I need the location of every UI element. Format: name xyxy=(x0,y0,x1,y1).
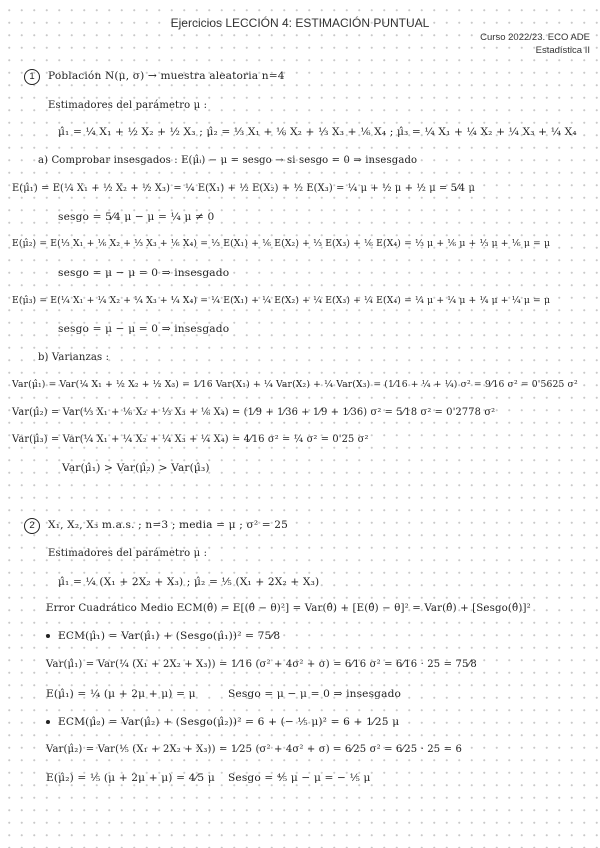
exercise-2-number: 2 xyxy=(24,518,40,534)
ex2-variance-1: Var(μ̂₁) = Var(¼ (X₁ + 2X₂ + X₃)) = 1⁄16 (σ² + 4σ² + σ) = 6⁄16 σ² = 6⁄16 · 25 = 75⁄8 xyxy=(46,659,477,670)
ex2-ecm-definition: Error Cuadrático Medio ECM(θ̂) = E[(θ̂ − θ)²] = Var(θ̂) + [E(θ̂) − θ]² = Var(θ̂) + [Sesgo(θ̂)]² xyxy=(46,603,531,614)
ex2-estimators: μ̂₁ = ¼ (X₁ + 2X₂ + X₃) ; μ̂₂ = ⅕ (X₁ + 2X₂ + X₃) xyxy=(58,576,320,588)
ex2-estimators-label: Estimadores del parámetro μ : xyxy=(48,548,208,559)
ex1-part-b: b) Varianzas : xyxy=(38,352,110,363)
ex2-ecm-2: ECM(μ̂₂) = Var(μ̂₂) + (Sesgo(μ̂₂))² = 6 + (− ⅕ μ)² = 6 + 1⁄25 μ xyxy=(58,716,400,728)
ex1-expectation-1: E(μ̂₁) = E(¼ X₁ + ½ X₂ + ½ X₃) = ¼ E(X₁) + ½ E(X₂) + ½ E(X₃) = ¼ μ + ½ μ + ½ μ = 5⁄4 μ xyxy=(12,183,475,194)
ex1-intro: Población N(μ, σ) → muestra aleatoria n=4 xyxy=(48,70,285,82)
bullet-2 xyxy=(46,720,50,724)
ex2-variance-2: Var(μ̂₂) = Var(⅕ (X₁ + 2X₂ + X₃)) = 1⁄25 (σ² + 4σ² + σ) = 6⁄25 σ² = 6⁄25 · 25 = 6 xyxy=(46,744,462,755)
ex2-ecm-1: ECM(μ̂₁) = Var(μ̂₁) + (Sesgo(μ̂₁))² = 75⁄8 xyxy=(58,630,281,642)
ex1-variance-order: Var(μ̂₁) > Var(μ̂₂) > Var(μ̂₃) xyxy=(62,462,210,474)
subject-label: Estadística II xyxy=(535,45,590,56)
ex2-bias-1: Sesgo = μ − μ = 0 ⇒ insesgado xyxy=(228,688,402,700)
ex1-variance-2: Var(μ̂₂) = Var(⅓ X₁ + ⅙ X₂ + ⅓ X₃ + ⅙ X₄) = (1⁄9 + 1⁄36 + 1⁄9 + 1⁄36) σ² = 5⁄18 σ² = 0'2778 σ² xyxy=(12,407,496,418)
ex1-estimators: μ̂₁ = ¼ X₁ + ½ X₂ + ½ X₃ ; μ̂₂ = ⅓ X₁ + ⅙ X₂ + ⅓ X₃ + ⅙ X₄ ; μ̂₃ = ¼ X₁ + ¼ X₂ + ¼ X₃ + ¼ X₄ xyxy=(58,126,577,138)
course-label: Curso 2022/23. ECO ADE xyxy=(480,32,590,43)
ex2-intro: X₁, X₂, X₃ m.a.s. ; n=3 ; media = μ ; σ² = 25 xyxy=(48,519,289,531)
bullet-1 xyxy=(46,634,50,638)
ex2-expectation-2: E(μ̂₂) = ⅕ (μ + 2μ + μ) = 4⁄5 μ xyxy=(46,772,215,784)
ex1-bias-2: sesgo = μ − μ = 0 ⇒ insesgado xyxy=(58,267,230,279)
exercise-1-number: 1 xyxy=(24,69,40,85)
ex1-part-a: a) Comprobar insesgados : E(μ̂ᵢ) − μ = sesgo → si sesgo = 0 ⇒ insesgado xyxy=(38,155,418,166)
ex1-estimators-label: Estimadores del parámetro μ : xyxy=(48,100,208,111)
ex1-bias-1: sesgo = 5⁄4 μ − μ = ¼ μ ≠ 0 xyxy=(58,211,215,223)
ex1-expectation-3: E(μ̂₃) = E(¼ X₁ + ¼ X₂ + ¼ X₃ + ¼ X₄) = ¼ E(X₁) + ¼ E(X₂) + ¼ E(X₃) + ¼ E(X₄) = ¼ μ + ¼ μ + ¼ μ + ¼ μ = μ xyxy=(12,295,551,306)
page-title: Ejercicios LECCIÓN 4: ESTIMACIÓN PUNTUAL xyxy=(170,16,430,30)
ex2-expectation-1: E(μ̂₁) = ¼ (μ + 2μ + μ) = μ xyxy=(46,688,196,700)
ex1-bias-3: sesgo = μ − μ = 0 ⇒ insesgado xyxy=(58,323,230,335)
ex1-variance-1: Var(μ̂₁) = Var(¼ X₁ + ½ X₂ + ½ X₃) = 1⁄16 Var(X₁) + ¼ Var(X₂) + ¼ Var(X₃) = (1⁄16 + ¼ + ¼) σ² = 9⁄16 σ² = 0'5625 σ² xyxy=(12,379,578,390)
ex2-bias-2: Sesgo = ⅘ μ − μ = − ⅕ μ xyxy=(228,772,371,784)
ex1-variance-3: Var(μ̂₃) = Var(¼ X₁ + ¼ X₂ + ¼ X₃ + ¼ X₄) = 4⁄16 σ² = ¼ σ² = 0'25 σ² xyxy=(12,434,369,445)
ex1-expectation-2: E(μ̂₂) = E(⅓ X₁ + ⅙ X₂ + ⅓ X₃ + ⅙ X₄) = ⅓ E(X₁) + ⅙ E(X₂) + ⅓ E(X₃) + ⅙ E(X₄) = ⅓ μ + ⅙ μ + ⅓ μ + ⅙ μ = μ xyxy=(12,238,551,249)
